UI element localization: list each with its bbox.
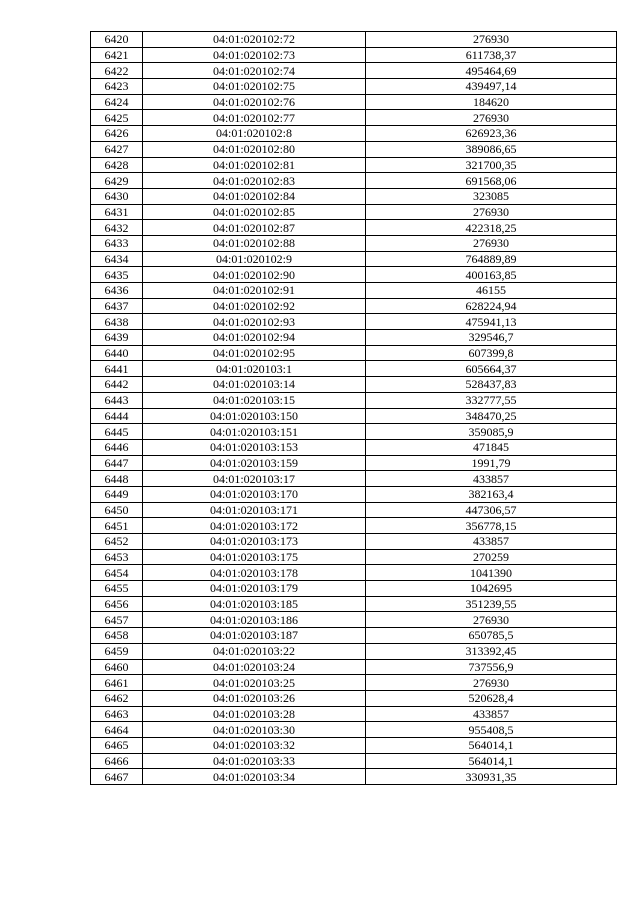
row-number-cell: 6429 [91, 173, 143, 189]
table-row [91, 675, 617, 691]
cadastral-value-cell: 605664,37 [366, 361, 617, 377]
cadastral-number-cell: 04:01:020102:76 [143, 94, 366, 110]
cadastral-number-cell: 04:01:020103:151 [143, 424, 366, 440]
table-row [91, 314, 617, 330]
table-row [91, 220, 617, 236]
table-row [91, 455, 617, 471]
cadastral-number-cell: 04:01:020103:15 [143, 392, 366, 408]
row-number-cell: 6452 [91, 534, 143, 550]
table-row [91, 47, 617, 63]
cadastral-number-cell: 04:01:020103:1 [143, 361, 366, 377]
cadastral-number-cell: 04:01:020103:179 [143, 581, 366, 597]
cadastral-value-cell: 276930 [366, 612, 617, 628]
cadastral-value-cell: 626923,36 [366, 126, 617, 142]
cadastral-number-cell: 04:01:020103:187 [143, 628, 366, 644]
cadastral-number-cell: 04:01:020102:72 [143, 32, 366, 48]
row-number-cell: 6448 [91, 471, 143, 487]
table-row [91, 235, 617, 251]
cadastral-number-cell: 04:01:020102:83 [143, 173, 366, 189]
row-number-cell: 6454 [91, 565, 143, 581]
row-number-cell: 6450 [91, 502, 143, 518]
row-number-cell: 6455 [91, 581, 143, 597]
table-row [91, 408, 617, 424]
cadastral-value-cell: 433857 [366, 706, 617, 722]
cadastral-number-cell: 04:01:020103:186 [143, 612, 366, 628]
cadastral-number-cell: 04:01:020103:175 [143, 549, 366, 565]
cadastral-number-cell: 04:01:020103:28 [143, 706, 366, 722]
table-row [91, 753, 617, 769]
table-row [91, 643, 617, 659]
row-number-cell: 6422 [91, 63, 143, 79]
cadastral-value-cell: 1041390 [366, 565, 617, 581]
row-number-cell: 6444 [91, 408, 143, 424]
row-number-cell: 6438 [91, 314, 143, 330]
table-row [91, 628, 617, 644]
row-number-cell: 6441 [91, 361, 143, 377]
table-row [91, 486, 617, 502]
cadastral-value-table [90, 31, 617, 785]
cadastral-number-cell: 04:01:020102:90 [143, 267, 366, 283]
row-number-cell: 6456 [91, 596, 143, 612]
row-number-cell: 6440 [91, 345, 143, 361]
cadastral-number-cell: 04:01:020102:95 [143, 345, 366, 361]
cadastral-value-cell: 471845 [366, 439, 617, 455]
cadastral-number-cell: 04:01:020103:171 [143, 502, 366, 518]
row-number-cell: 6426 [91, 126, 143, 142]
cadastral-number-cell: 04:01:020102:93 [143, 314, 366, 330]
row-number-cell: 6420 [91, 32, 143, 48]
cadastral-value-cell: 764889,89 [366, 251, 617, 267]
cadastral-number-cell: 04:01:020102:75 [143, 79, 366, 95]
cadastral-number-cell: 04:01:020103:173 [143, 534, 366, 550]
table-body [91, 32, 617, 785]
cadastral-number-cell: 04:01:020102:91 [143, 283, 366, 299]
table-row [91, 377, 617, 393]
table-row [91, 690, 617, 706]
cadastral-number-cell: 04:01:020103:32 [143, 737, 366, 753]
cadastral-value-cell: 321700,35 [366, 157, 617, 173]
row-number-cell: 6461 [91, 675, 143, 691]
table-row [91, 188, 617, 204]
table-row [91, 502, 617, 518]
row-number-cell: 6453 [91, 549, 143, 565]
table-row [91, 204, 617, 220]
cadastral-number-cell: 04:01:020102:94 [143, 330, 366, 346]
cadastral-number-cell: 04:01:020103:30 [143, 722, 366, 738]
cadastral-number-cell: 04:01:020103:159 [143, 455, 366, 471]
row-number-cell: 6460 [91, 659, 143, 675]
table-row [91, 659, 617, 675]
cadastral-number-cell: 04:01:020103:34 [143, 769, 366, 785]
cadastral-value-cell: 1042695 [366, 581, 617, 597]
table-row [91, 424, 617, 440]
row-number-cell: 6467 [91, 769, 143, 785]
cadastral-value-cell: 611738,37 [366, 47, 617, 63]
table-row [91, 471, 617, 487]
row-number-cell: 6430 [91, 188, 143, 204]
row-number-cell: 6425 [91, 110, 143, 126]
row-number-cell: 6436 [91, 283, 143, 299]
row-number-cell: 6463 [91, 706, 143, 722]
table-row [91, 361, 617, 377]
cadastral-number-cell: 04:01:020102:77 [143, 110, 366, 126]
row-number-cell: 6432 [91, 220, 143, 236]
cadastral-number-cell: 04:01:020103:14 [143, 377, 366, 393]
table-row [91, 565, 617, 581]
cadastral-number-cell: 04:01:020102:84 [143, 188, 366, 204]
table-row [91, 141, 617, 157]
cadastral-value-cell: 528437,83 [366, 377, 617, 393]
cadastral-value-cell: 400163,85 [366, 267, 617, 283]
cadastral-value-cell: 433857 [366, 471, 617, 487]
table-row [91, 79, 617, 95]
row-number-cell: 6434 [91, 251, 143, 267]
table-row [91, 345, 617, 361]
cadastral-value-cell: 276930 [366, 32, 617, 48]
cadastral-value-cell: 389086,65 [366, 141, 617, 157]
row-number-cell: 6451 [91, 518, 143, 534]
row-number-cell: 6428 [91, 157, 143, 173]
cadastral-number-cell: 04:01:020102:73 [143, 47, 366, 63]
row-number-cell: 6449 [91, 486, 143, 502]
cadastral-value-cell: 323085 [366, 188, 617, 204]
table-row [91, 63, 617, 79]
cadastral-value-cell: 422318,25 [366, 220, 617, 236]
table-row [91, 94, 617, 110]
row-number-cell: 6466 [91, 753, 143, 769]
cadastral-number-cell: 04:01:020103:26 [143, 690, 366, 706]
table-row [91, 392, 617, 408]
table-row [91, 439, 617, 455]
table-row [91, 706, 617, 722]
cadastral-number-cell: 04:01:020103:17 [143, 471, 366, 487]
row-number-cell: 6439 [91, 330, 143, 346]
cadastral-number-cell: 04:01:020103:25 [143, 675, 366, 691]
row-number-cell: 6435 [91, 267, 143, 283]
cadastral-number-cell: 04:01:020102:87 [143, 220, 366, 236]
cadastral-value-cell: 382163,4 [366, 486, 617, 502]
cadastral-value-cell: 184620 [366, 94, 617, 110]
cadastral-number-cell: 04:01:020103:172 [143, 518, 366, 534]
row-number-cell: 6443 [91, 392, 143, 408]
cadastral-number-cell: 04:01:020103:185 [143, 596, 366, 612]
row-number-cell: 6433 [91, 235, 143, 251]
cadastral-number-cell: 04:01:020102:9 [143, 251, 366, 267]
row-number-cell: 6431 [91, 204, 143, 220]
cadastral-value-cell: 439497,14 [366, 79, 617, 95]
table-row [91, 32, 617, 48]
cadastral-value-cell: 447306,57 [366, 502, 617, 518]
table-row [91, 330, 617, 346]
table-row [91, 737, 617, 753]
table-row [91, 722, 617, 738]
cadastral-number-cell: 04:01:020102:92 [143, 298, 366, 314]
cadastral-number-cell: 04:01:020102:74 [143, 63, 366, 79]
row-number-cell: 6462 [91, 690, 143, 706]
table-row [91, 596, 617, 612]
row-number-cell: 6464 [91, 722, 143, 738]
row-number-cell: 6445 [91, 424, 143, 440]
row-number-cell: 6442 [91, 377, 143, 393]
cadastral-value-cell: 628224,94 [366, 298, 617, 314]
cadastral-number-cell: 04:01:020103:150 [143, 408, 366, 424]
table-row [91, 612, 617, 628]
row-number-cell: 6465 [91, 737, 143, 753]
table-row [91, 157, 617, 173]
cadastral-number-cell: 04:01:020103:24 [143, 659, 366, 675]
cadastral-number-cell: 04:01:020103:170 [143, 486, 366, 502]
cadastral-value-cell: 607399,8 [366, 345, 617, 361]
cadastral-value-cell: 356778,15 [366, 518, 617, 534]
cadastral-value-cell: 276930 [366, 204, 617, 220]
row-number-cell: 6423 [91, 79, 143, 95]
cadastral-value-cell: 737556,9 [366, 659, 617, 675]
cadastral-number-cell: 04:01:020103:22 [143, 643, 366, 659]
table-row [91, 173, 617, 189]
cadastral-value-cell: 270259 [366, 549, 617, 565]
row-number-cell: 6459 [91, 643, 143, 659]
cadastral-value-cell: 433857 [366, 534, 617, 550]
cadastral-value-cell: 564014,1 [366, 753, 617, 769]
cadastral-value-cell: 495464,69 [366, 63, 617, 79]
row-number-cell: 6427 [91, 141, 143, 157]
cadastral-value-cell: 691568,06 [366, 173, 617, 189]
table-row [91, 581, 617, 597]
cadastral-value-cell: 564014,1 [366, 737, 617, 753]
table-row [91, 251, 617, 267]
cadastral-value-cell: 332777,55 [366, 392, 617, 408]
table-row [91, 549, 617, 565]
cadastral-value-cell: 955408,5 [366, 722, 617, 738]
cadastral-value-cell: 1991,79 [366, 455, 617, 471]
row-number-cell: 6421 [91, 47, 143, 63]
cadastral-value-cell: 276930 [366, 235, 617, 251]
cadastral-value-cell: 329546,7 [366, 330, 617, 346]
cadastral-number-cell: 04:01:020103:178 [143, 565, 366, 581]
cadastral-value-cell: 359085,9 [366, 424, 617, 440]
table-row [91, 126, 617, 142]
cadastral-value-cell: 520628,4 [366, 690, 617, 706]
row-number-cell: 6437 [91, 298, 143, 314]
cadastral-value-cell: 276930 [366, 110, 617, 126]
cadastral-number-cell: 04:01:020102:80 [143, 141, 366, 157]
cadastral-number-cell: 04:01:020103:153 [143, 439, 366, 455]
table-row [91, 298, 617, 314]
cadastral-number-cell: 04:01:020102:81 [143, 157, 366, 173]
cadastral-number-cell: 04:01:020102:8 [143, 126, 366, 142]
table-row [91, 518, 617, 534]
table-row [91, 283, 617, 299]
table-row [91, 769, 617, 785]
row-number-cell: 6457 [91, 612, 143, 628]
cadastral-value-cell: 650785,5 [366, 628, 617, 644]
row-number-cell: 6447 [91, 455, 143, 471]
cadastral-number-cell: 04:01:020102:88 [143, 235, 366, 251]
cadastral-value-cell: 313392,45 [366, 643, 617, 659]
cadastral-value-cell: 351239,55 [366, 596, 617, 612]
cadastral-value-cell: 276930 [366, 675, 617, 691]
cadastral-value-cell: 46155 [366, 283, 617, 299]
row-number-cell: 6458 [91, 628, 143, 644]
table-row [91, 534, 617, 550]
table-row [91, 110, 617, 126]
cadastral-number-cell: 04:01:020103:33 [143, 753, 366, 769]
cadastral-value-cell: 348470,25 [366, 408, 617, 424]
cadastral-value-cell: 330931,35 [366, 769, 617, 785]
row-number-cell: 6424 [91, 94, 143, 110]
cadastral-value-cell: 475941,13 [366, 314, 617, 330]
cadastral-number-cell: 04:01:020102:85 [143, 204, 366, 220]
table-row [91, 267, 617, 283]
row-number-cell: 6446 [91, 439, 143, 455]
